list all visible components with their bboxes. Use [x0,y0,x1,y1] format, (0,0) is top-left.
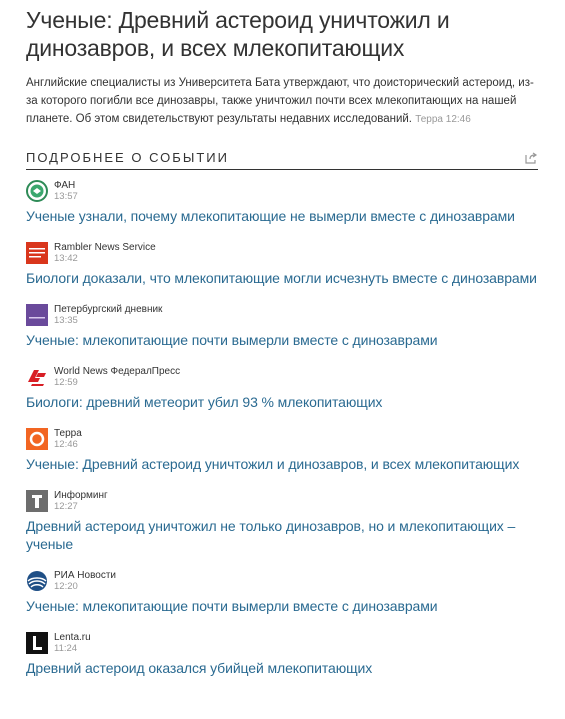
item-time: 12:20 [54,581,78,592]
item-meta [26,242,538,264]
item-title-link[interactable]: Древний астероид уничтожил не только динозавров, но и млекопитающих – ученые [26,518,516,552]
item-source[interactable]: ФАН [54,180,76,191]
spbdnevnik-logo-icon[interactable] [26,304,48,326]
item-title-link[interactable]: Ученые: млекопитающие почти вымерли вместе с динозаврами [26,332,438,348]
item-meta [26,570,538,592]
item-source[interactable]: Rambler News Service [54,242,156,253]
item-title-link[interactable]: Древний астероид оказался убийцей млекопитающих [26,660,373,676]
article-container [26,6,538,694]
item-title-link[interactable]: Ученые узнали, почему млекопитающие не вымерли вместе с динозаврами [26,208,515,224]
list-item [26,242,538,287]
item-meta [26,366,538,388]
related-news-list [26,180,538,677]
item-source[interactable]: РИА Новости [54,570,117,581]
item-time: 13:35 [54,315,78,326]
item-title-link[interactable]: Ученые: млекопитающие почти вымерли вместе с динозаврами [26,598,438,614]
item-meta [26,490,538,512]
article-lead-text: Английские специалисты из Университета Бата утверждают, что доисторический астероид, из-за которого погибли все динозавры, также уничтожил почти всех млекопитающих на нашей планете. Об этом свидетельствуют результаты недавних исследований. [26,77,534,125]
item-time: 12:59 [54,377,78,388]
item-source[interactable]: Lenta.ru [54,632,91,643]
list-item [26,570,538,615]
item-time: 11:24 [54,643,78,654]
item-title-link[interactable]: Ученые: Древний астероид уничтожил и динозавров, и всех млекопитающих [26,456,520,472]
informing-logo-icon[interactable] [26,490,48,512]
fedpress-logo-icon[interactable] [26,366,48,388]
item-source[interactable]: Петербургский дневник [54,304,163,315]
list-item [26,428,538,473]
article-lead [26,74,538,129]
item-source[interactable]: World News ФедералПресс [54,366,181,377]
page-title: Ученые: Древний астероид уничтожил и динозавров, и всех млекопитающих [26,7,450,61]
item-time: 12:27 [54,501,78,512]
item-meta [26,428,538,450]
share-icon[interactable] [525,152,538,164]
list-item [26,366,538,411]
item-time: 12:46 [54,439,78,450]
lenta-logo-icon[interactable] [26,632,48,654]
list-item [26,632,538,677]
item-source[interactable]: Информинг [54,490,108,501]
item-source[interactable]: Терра [54,428,82,439]
item-time: 13:42 [54,253,78,264]
item-title-link[interactable]: Биологи: древний метеорит убил 93 % млекопитающих [26,394,383,410]
terra-logo-icon[interactable] [26,428,48,450]
section-title: ПОДРОБНЕЕ О СОБЫТИИ [26,150,229,165]
article-source[interactable]: Терра 12:46 [415,114,471,125]
ria-logo-icon[interactable] [26,570,48,592]
rns-logo-icon[interactable] [26,242,48,264]
list-item [26,180,538,225]
list-item [26,304,538,349]
list-item [26,490,538,553]
item-meta [26,632,538,654]
item-meta [26,180,538,202]
item-time: 13:57 [54,191,78,202]
section-header [26,149,538,170]
fan-logo-icon[interactable] [26,180,48,202]
item-title-link[interactable]: Биологи доказали, что млекопитающие могли исчезнуть вместе с динозаврами [26,270,537,286]
item-meta [26,304,538,326]
